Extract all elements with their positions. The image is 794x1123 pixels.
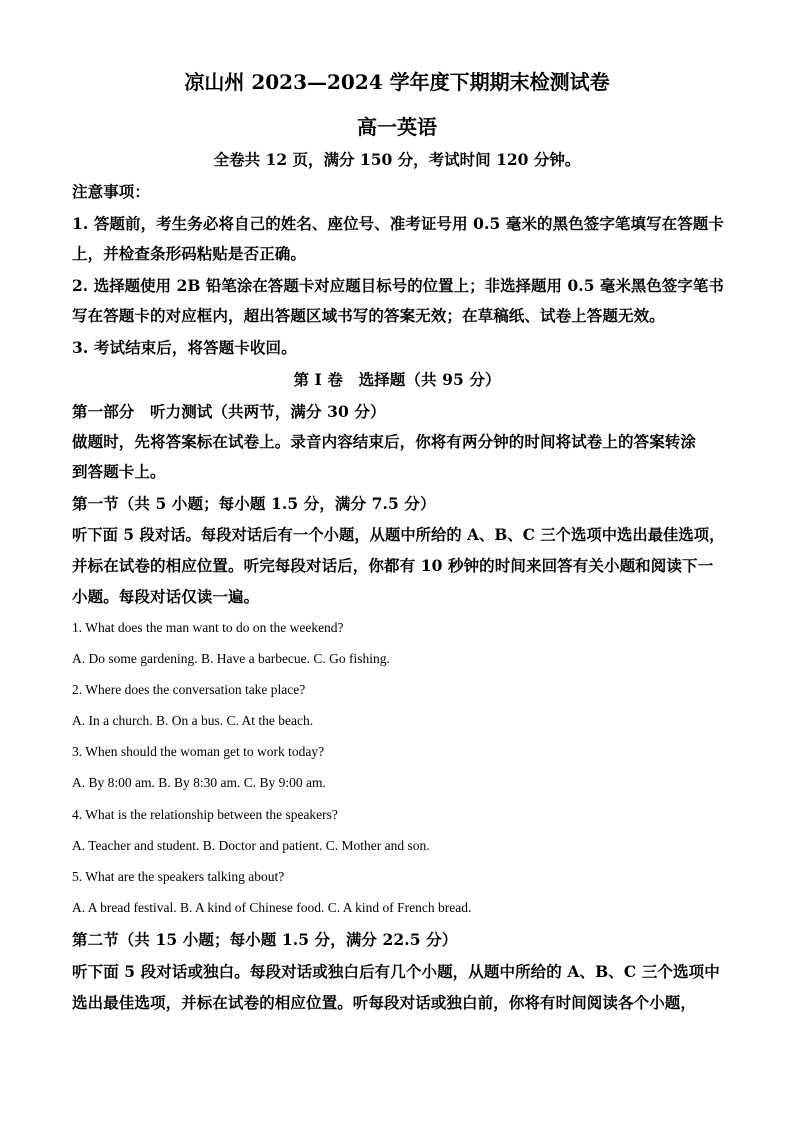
exam-title: 凉山州 2023—2024 学年度下期期末检测试卷: [184, 70, 610, 94]
section2-instr-line-2: 选出最佳选项，并标在试卷的相应位置。听每段对话或独白前，你将有时间阅读各个小题，: [72, 993, 697, 1012]
section2-title: 第二节（共 15 小题；每小题 1.5 分，满分 22.5 分）: [72, 930, 458, 949]
question-1-options: A. Do some gardening. B. Have a barbecue. C. Go fishing.: [72, 651, 390, 666]
question-5-stem: 5. What are the speakers talking about?: [72, 869, 285, 884]
note-3: 3. 考试结束后，将答题卡收回。: [72, 338, 297, 357]
question-5-options: A. A bread festival. B. A kind of Chinese food. C. A kind of French bread.: [72, 900, 472, 915]
section2-instr-line-1: 听下面 5 段对话或独白。每段对话或独白后有几个小题，从题中所给的 A、B、C 三个选项中: [72, 962, 720, 981]
notes-heading: 注意事项：: [72, 182, 151, 201]
question-2-stem: 2. Where does the conversation take place?: [72, 682, 306, 697]
note-2-line-2: 写在答题卡的对应框内，超出答题区域书写的答案无效；在草稿纸、试卷上答题无效。: [72, 306, 665, 325]
volume-title: 第 I 卷 选择题（共 95 分）: [293, 370, 501, 389]
part1-instr-line-2: 到答题卡上。: [72, 462, 166, 481]
section1-instr-line-3: 小题。每段对话仅读一遍。: [72, 587, 260, 606]
part1-title: 第一部分 听力测试（共两节，满分 30 分）: [72, 402, 386, 421]
question-1-stem: 1. What does the man want to do on the weekend?: [72, 620, 344, 635]
subject-title: 高一英语: [357, 115, 437, 139]
question-2-options: A. In a church. B. On a bus. C. At the beach.: [72, 713, 314, 728]
question-3-options: A. By 8:00 am. B. By 8:30 am. C. By 9:00 am.: [72, 775, 326, 790]
section1-instr-line-2: 并标在试卷的相应位置。听完每段对话后，你都有 10 秒钟的时间来回答有关小题和阅读下一: [72, 556, 714, 575]
note-2-line-1: 2. 选择题使用 2B 铅笔涂在答题卡对应题目标号的位置上；非选择题用 0.5 毫米黑色签字笔书: [72, 276, 724, 295]
question-3-stem: 3. When should the woman get to work today?: [72, 744, 325, 759]
part1-instr-line-1: 做题时，先将答案标在试卷上。录音内容结束后，你将有两分钟的时间将试卷上的答案转涂: [72, 432, 697, 451]
section1-instr-line-1: 听下面 5 段对话。每段对话后有一个小题，从题中所给的 A、B、C 三个选项中选出最佳选项，: [72, 525, 725, 544]
exam-summary: 全卷共 12 页，满分 150 分，考试时间 120 分钟。: [213, 150, 581, 169]
question-4-options: A. Teacher and student. B. Doctor and patient. C. Mother and son.: [72, 838, 430, 853]
question-4-stem: 4. What is the relationship between the speakers?: [72, 807, 338, 822]
note-1-line-2: 上，并检查条形码粘贴是否正确。: [72, 244, 307, 263]
note-1-line-1: 1. 答题前，考生务必将自己的姓名、座位号、准考证号用 0.5 毫米的黑色签字笔填写在答题卡: [72, 214, 724, 233]
section1-title: 第一节（共 5 小题；每小题 1.5 分，满分 7.5 分）: [72, 494, 436, 513]
